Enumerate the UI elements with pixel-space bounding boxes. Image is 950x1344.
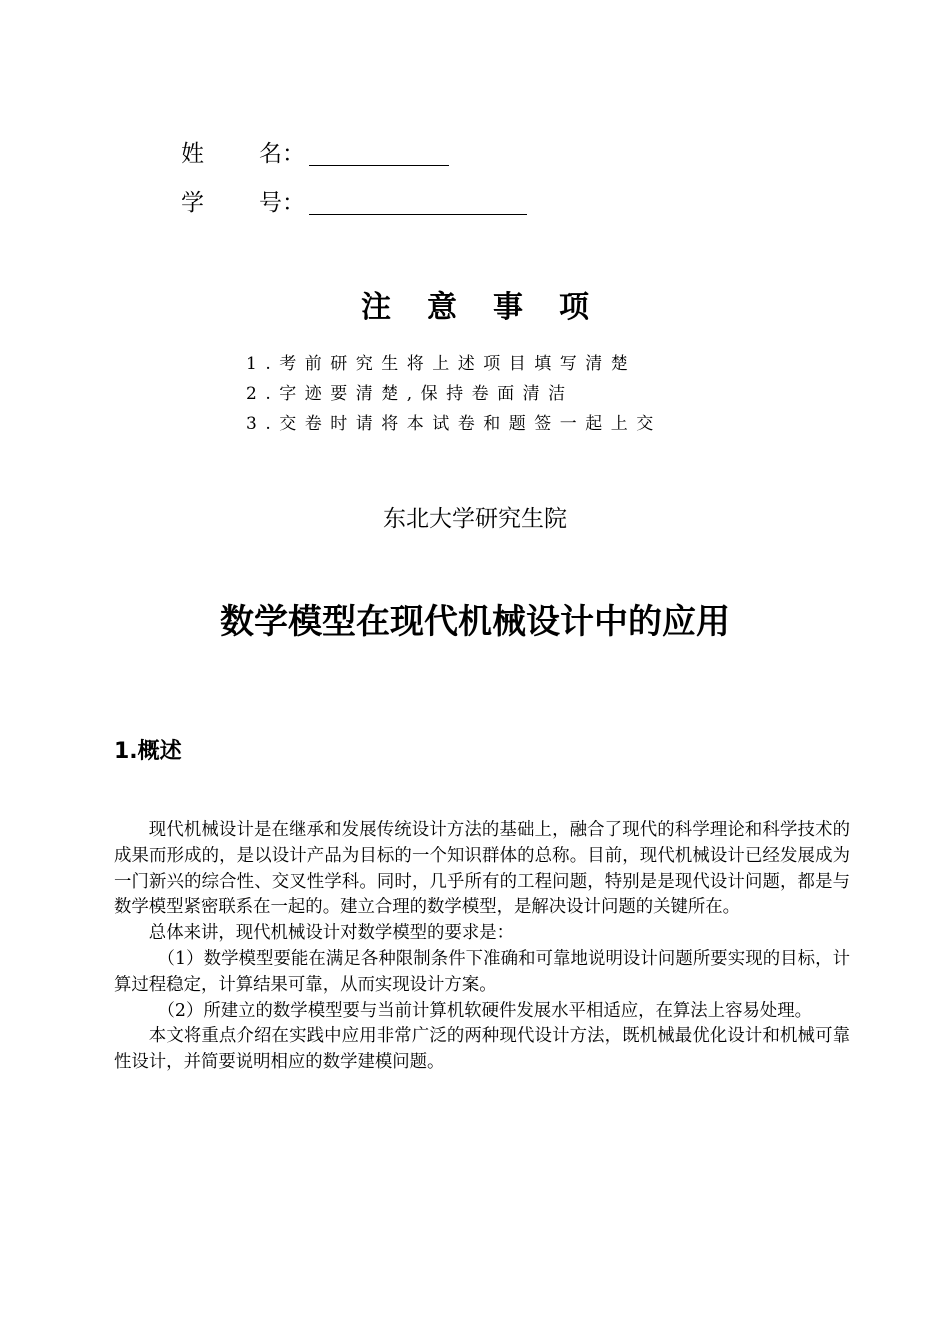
- name-field: [181, 135, 449, 167]
- notice-title: 注意事项: [361, 290, 625, 325]
- student-id-label-char-1: 学: [181, 189, 204, 216]
- student-id-blank-line[interactable]: [309, 192, 527, 215]
- paragraph: 现代机械设计是在继承和发展传统设计方法的基础上，融合了现代的科学理论和科学技术的成果而形成的，是以设计产品为目标的一个知识群体的总称。目前，现代机械设计已经发展成为一门新兴的综合性、交叉性学科。同时，几乎所有的工程问题，特别是是现代设计问题，都是与数学模型紧密联系在一起的。建立合理的数学模型，是解决设计问题的关键所在。: [114, 820, 850, 918]
- name-label-char-1: 姓: [181, 140, 204, 167]
- paragraph-list-item: （1）数学模型要能在满足各种限制条件下准确和可靠地说明设计问题所要实现的目标，计算过程稳定，计算结果可靠，从而实现设计方案。: [114, 948, 850, 995]
- name-label-colon: ：: [282, 140, 305, 167]
- paragraph: 本文将重点介绍在实践中应用非常广泛的两种现代设计方法，既机械最优化设计和机械可靠性设计，并简要说明相应的数学建模问题。: [114, 1026, 850, 1073]
- student-id-label-char-2: 号: [259, 189, 282, 216]
- section-heading: 1.概述: [114, 739, 182, 764]
- paragraph: 总体来讲，现代机械设计对数学模型的要求是：: [148, 923, 515, 944]
- name-label-char-2: 名: [259, 140, 282, 167]
- body-text: [114, 818, 850, 1076]
- name-blank-line[interactable]: [309, 143, 449, 166]
- notice-item: 1.考前研究生将上述项目填写清楚: [246, 354, 637, 374]
- student-id-field: [181, 184, 527, 216]
- paragraph-list-item: （2）所建立的数学模型要与当前计算机软硬件发展水平相适应，在算法上容易处理。: [157, 1000, 813, 1021]
- institution-name: 东北大学研究生院: [383, 506, 567, 532]
- notice-item: 2.字迹要清楚,保持卷面清洁: [246, 384, 574, 404]
- notice-list: [246, 349, 662, 439]
- student-id-label-colon: ：: [282, 189, 305, 216]
- notice-item: 3.交卷时请将本试卷和题签一起上交: [246, 414, 662, 434]
- paper-title: 数学模型在现代机械设计中的应用: [220, 602, 730, 642]
